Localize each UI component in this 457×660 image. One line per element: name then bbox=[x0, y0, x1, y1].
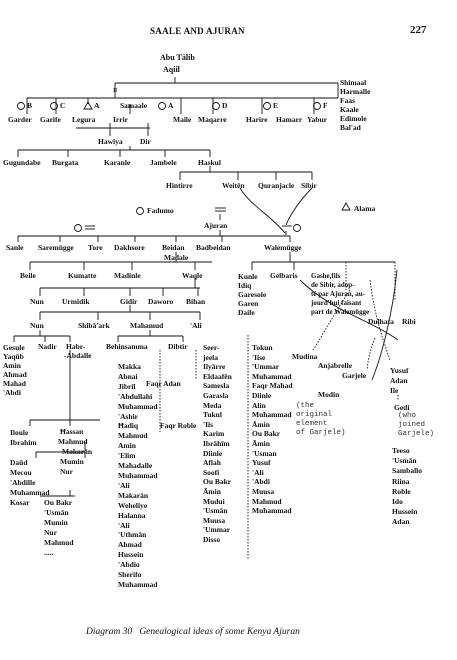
node-urmidik: Urmidik bbox=[62, 297, 90, 306]
node-edimole: Edimole bbox=[340, 114, 367, 123]
node-ali: 'Ali bbox=[190, 321, 202, 330]
node-karanle: Karanle bbox=[104, 158, 131, 167]
node-hintirre: Hintirre bbox=[166, 181, 193, 190]
yusuf-column bbox=[390, 366, 409, 396]
node-jibril: Jibril bbox=[118, 381, 136, 391]
node-meda: Meda bbox=[203, 400, 222, 410]
iloule-column bbox=[10, 428, 37, 448]
node-ou-bakr-1: Ou Bakr bbox=[252, 429, 281, 439]
node-garjele: Garjele bbox=[342, 371, 367, 380]
gashe-note-line-3: té par Ajuran, au- bbox=[311, 290, 365, 298]
ou-bakr-column bbox=[44, 498, 74, 558]
node-gugundabe: Gugundabe bbox=[3, 158, 41, 167]
node-samaale: Samaale bbox=[120, 101, 148, 110]
tokun-column bbox=[252, 343, 293, 516]
node-ou-bakr: Ou Bakr bbox=[203, 477, 232, 487]
node-mudina: Mudina bbox=[292, 352, 318, 361]
node-idiq: Idiq bbox=[238, 281, 252, 290]
typed-note-original bbox=[296, 402, 346, 438]
node-jeela: jeela bbox=[203, 352, 218, 362]
node-dibtir: Dibtir bbox=[168, 342, 188, 351]
typed-note-b-3: Garjele) bbox=[398, 430, 435, 438]
node-kunle: Kunle bbox=[238, 272, 258, 281]
node-seer: Seer- bbox=[203, 343, 220, 352]
symbol-label-c: C bbox=[60, 101, 66, 110]
symbol-label-f: F bbox=[323, 101, 328, 110]
node-amin-2: Āmin bbox=[203, 486, 221, 496]
node-amin-1: Amin bbox=[118, 441, 136, 451]
node-ido: Ido bbox=[392, 497, 403, 507]
node-ali-1: 'Ali bbox=[118, 480, 130, 490]
node-nun-b: Nun bbox=[30, 321, 44, 330]
node-maile: Maile bbox=[173, 115, 192, 124]
node-faas: Faas bbox=[340, 96, 355, 105]
node-hussein-2: Hussein bbox=[392, 507, 418, 517]
symbol-label-samaale-a: A bbox=[168, 101, 174, 110]
symbol-circle-e bbox=[264, 103, 271, 110]
typed-note-a-1: (the bbox=[296, 402, 315, 410]
node-mecou: Mecou bbox=[10, 468, 32, 477]
node-iise: 'Iise bbox=[252, 352, 266, 362]
node-gelbaris: Gelbaris bbox=[270, 271, 298, 280]
node-mahmud-3: Maħmud bbox=[44, 538, 74, 547]
node-yusuf-1: Yusuf bbox=[252, 458, 271, 468]
teeso-column bbox=[392, 446, 422, 528]
node-mahmud-2: Maħmud bbox=[252, 496, 282, 506]
node-burgata: Burgata bbox=[52, 158, 79, 167]
node-muusa-1: Muusa bbox=[252, 486, 275, 496]
node-muhammad-5: Muħammad bbox=[252, 410, 292, 420]
node-gedi: Gedi bbox=[394, 403, 410, 412]
node-adan: Adan bbox=[390, 376, 408, 385]
node-maqarre: Maqarre bbox=[198, 115, 227, 124]
node-karim: Karim bbox=[203, 429, 225, 439]
node-muhammad-1: Muħammad bbox=[118, 401, 158, 411]
node-fadumo: Fadumo bbox=[147, 206, 174, 215]
node-muusa: Muusa bbox=[203, 515, 226, 525]
node-samesla: Samesla bbox=[203, 381, 230, 391]
node-elim: 'Elim bbox=[118, 451, 136, 461]
symbol-label-e: E bbox=[273, 101, 279, 110]
typed-note-joined bbox=[398, 412, 434, 439]
node-uthman: 'Uthmān bbox=[118, 530, 147, 540]
node-ali-3: 'Ali bbox=[252, 467, 264, 477]
node-mahamud: Maħamud bbox=[130, 321, 164, 330]
node-ou-bakr-2: Ou Bakr bbox=[44, 498, 73, 507]
node-alin: Alin bbox=[252, 400, 266, 410]
page-number: 227 bbox=[410, 24, 427, 36]
node-saremugge: Saremūgge bbox=[38, 243, 74, 252]
symbol-triangle-alama bbox=[342, 203, 350, 210]
node-ilyarre: Ilyārre bbox=[203, 362, 226, 372]
caption-text: Genealogical ideas of some Kenya Ajuran bbox=[139, 627, 300, 637]
node-kaale: Kaale bbox=[340, 105, 359, 114]
node-abdi-1: 'Abdi bbox=[252, 477, 270, 487]
node-dulhata: Dulhata bbox=[368, 317, 394, 326]
typed-note-a-3: element bbox=[296, 420, 328, 428]
node-yabur: Yabur bbox=[307, 115, 328, 124]
node-ali-2: 'Ali bbox=[118, 520, 130, 530]
node-ummar: 'Ummar bbox=[203, 525, 231, 535]
gashe-note bbox=[311, 272, 369, 317]
node-badbeidan: Badbeidan bbox=[196, 243, 231, 252]
node-makaran-1: Makarān bbox=[118, 490, 148, 500]
node-harire: Harire bbox=[246, 115, 268, 124]
node-nur-1: Nur bbox=[44, 528, 57, 537]
node-ummar-1: 'Ummar bbox=[252, 362, 280, 372]
node-daile: Daile bbox=[238, 308, 255, 317]
node-madale: Madale bbox=[164, 253, 189, 262]
node-ahmad: Aħmad bbox=[3, 370, 27, 379]
node-faqr-mahad: Faqr Maħad bbox=[252, 381, 293, 391]
node-mahadalle: Maħadalle bbox=[118, 461, 153, 471]
kunle-column bbox=[238, 272, 266, 317]
page-header-title: SAALE AND AJURAN bbox=[150, 26, 245, 36]
makka-column bbox=[118, 362, 158, 590]
node-yusuf: Yusuf bbox=[390, 366, 409, 375]
node-shimaal: Shimaal bbox=[340, 78, 367, 87]
typed-note-b-2: joined bbox=[398, 421, 426, 429]
node-garder: Garder bbox=[8, 115, 32, 124]
node-irrir: Irrir bbox=[113, 115, 128, 124]
node-mahmud-m: Maħmud bbox=[58, 437, 88, 446]
node-dir: Dir bbox=[140, 137, 151, 146]
node-tokun: Tokun bbox=[252, 343, 273, 352]
node-shibaark: Shibā'ark bbox=[78, 321, 110, 330]
node-beile: Beile bbox=[20, 271, 36, 280]
node-samballo: Samballo bbox=[392, 466, 423, 476]
typed-note-b-1: (who bbox=[398, 412, 417, 420]
node-kumatte: Kumatte bbox=[68, 271, 97, 280]
node-ibrahim-1: Ibrahim bbox=[10, 438, 37, 447]
seer-column bbox=[203, 343, 232, 544]
node-muhammad-6: Muħammad bbox=[252, 506, 292, 516]
node-sanle: Sanle bbox=[6, 243, 24, 252]
node-harmalle: Harmalle bbox=[340, 87, 371, 96]
ellipsis: ..... bbox=[44, 548, 54, 557]
node-roble: Roble bbox=[392, 486, 411, 496]
node-ashir: 'Ashir bbox=[118, 411, 139, 421]
node-hamarr: Hamarr bbox=[276, 115, 303, 124]
node-behinsamma: Behinsamma bbox=[106, 342, 148, 351]
node-ajuran: Ajuran bbox=[204, 221, 228, 230]
node-makaran: Makarān bbox=[62, 447, 92, 456]
node-modin: Modin bbox=[318, 390, 340, 399]
node-disso: Disso bbox=[203, 534, 221, 544]
node-alama: Alama bbox=[354, 204, 376, 213]
node-weheliye: Weheliye bbox=[118, 500, 148, 510]
symbol-circle-left bbox=[75, 225, 82, 232]
node-abdalle: -Abdalle bbox=[64, 351, 92, 360]
symbol-circle-samaale bbox=[159, 103, 166, 110]
node-gidir: Gidir bbox=[120, 297, 138, 306]
node-walemugge: Walemūgge bbox=[264, 243, 302, 252]
node-ahmad-1: Aħmad bbox=[118, 540, 142, 550]
node-mudui: Mudui bbox=[203, 496, 225, 506]
node-quranjacle: Quranjacle bbox=[258, 181, 295, 190]
node-hussein-1: Hussein bbox=[118, 550, 144, 560]
node-garen: Garen bbox=[238, 299, 259, 308]
node-mumin: Mumin bbox=[60, 457, 84, 466]
node-abnai: Abnai bbox=[118, 371, 138, 381]
node-iloule: Iloule bbox=[10, 428, 29, 437]
node-habr: Habr- bbox=[66, 342, 86, 351]
diagram-caption bbox=[86, 628, 300, 638]
node-ibrahim: Ibrāhīm bbox=[203, 438, 230, 448]
node-mahad: Maħad bbox=[3, 379, 26, 388]
node-amin-3: Āmin bbox=[252, 419, 270, 429]
node-tore: Tore bbox=[88, 243, 103, 252]
symbol-label-b: B bbox=[27, 101, 33, 110]
node-garasla: Garasla bbox=[203, 390, 229, 400]
node-aqiil: Aqiil bbox=[163, 65, 180, 74]
node-amin: Amin bbox=[3, 361, 21, 370]
node-faqr-roble: Faqr Roble bbox=[160, 421, 197, 430]
node-usman-3: 'Usmān bbox=[44, 508, 69, 517]
node-ribi: Ribi bbox=[402, 317, 416, 326]
node-gesule: Gesule bbox=[3, 343, 25, 352]
node-nur: Nur bbox=[60, 467, 73, 476]
node-aflah: Aflah bbox=[203, 458, 221, 468]
node-beidan: Beidan bbox=[162, 243, 185, 252]
caption-label: Diagram 30 bbox=[86, 627, 133, 637]
node-weiten: Weitēn bbox=[222, 181, 245, 190]
node-anjabrelle: Anjabrelle bbox=[318, 361, 353, 370]
gashe-note-line-2: de Sibir, adop- bbox=[311, 281, 355, 289]
node-yaqub: Yaqūb bbox=[3, 352, 24, 361]
node-abdille: 'Abdille bbox=[10, 478, 36, 487]
node-usman: 'Usmān bbox=[203, 506, 228, 516]
node-abdi: 'Abdi bbox=[3, 388, 21, 397]
gesule-column bbox=[3, 343, 27, 397]
typed-note-a-4: of Garjele) bbox=[296, 429, 346, 437]
node-mahmud-1: Maħmud bbox=[118, 431, 148, 441]
node-garesole: Garesole bbox=[238, 290, 267, 299]
node-diinle-1: Diinle bbox=[252, 390, 272, 400]
node-adan-2: Adan bbox=[392, 517, 410, 527]
node-makka: Makka bbox=[118, 362, 141, 371]
node-muhammad-3: Muħammad bbox=[118, 579, 158, 589]
node-legura: Legura bbox=[72, 115, 96, 124]
node-dakhsore: Dakhsore bbox=[114, 243, 145, 252]
symbol-label-a: A bbox=[94, 101, 100, 110]
roman-numeral: II bbox=[113, 87, 118, 94]
node-abdio: 'Abdio bbox=[118, 560, 140, 570]
node-halanna: Halanna bbox=[118, 510, 146, 520]
node-daud: Daūd bbox=[10, 458, 28, 467]
node-haskul: Haskul bbox=[198, 158, 221, 167]
typed-note-a-2: original bbox=[296, 411, 333, 419]
node-muhammad-7: Muħammad bbox=[10, 488, 50, 497]
node-eldaafen: Eldaafēn bbox=[203, 371, 232, 381]
node-garife: Garife bbox=[40, 115, 61, 124]
node-daworo: Daworo bbox=[148, 297, 174, 306]
node-muhammad-4: Muħammad bbox=[252, 371, 292, 381]
node-ile: Ile bbox=[390, 386, 399, 395]
node-waqle: Waqle bbox=[182, 271, 203, 280]
symbol-label-d: D bbox=[222, 101, 228, 110]
node-abu-talib: Abu Tālib bbox=[160, 53, 195, 62]
node-balad: Bal'ad bbox=[340, 123, 361, 132]
shimaal-list bbox=[340, 78, 370, 132]
node-teeso: Teeso bbox=[392, 446, 410, 455]
node-faqr-adan: Faqr Adan bbox=[146, 379, 181, 388]
node-soofi: Soofi bbox=[203, 467, 220, 477]
symbol-circle-f bbox=[314, 103, 321, 110]
node-hawiya: Hawiya bbox=[98, 137, 123, 146]
node-jambele: Jambele bbox=[150, 158, 177, 167]
node-bihan: Bihan bbox=[186, 297, 206, 306]
gashe-note-line-4: jourd'hui faisant bbox=[311, 299, 362, 307]
node-nun-a: Nun bbox=[30, 297, 44, 306]
node-usman-2: 'Usmān bbox=[392, 456, 417, 466]
node-amin-4: Āmin bbox=[252, 438, 270, 448]
gashe-note-line-5: part de Walemūgge bbox=[311, 308, 370, 316]
node-hadiq: Ħadiq bbox=[118, 421, 139, 431]
node-sherifo: Sherifo bbox=[118, 570, 142, 580]
node-hassan: Ħassan bbox=[60, 427, 84, 436]
node-sibir: Sibir bbox=[301, 181, 317, 190]
node-madinle: Madinle bbox=[114, 271, 141, 280]
node-usman-1: 'Usman bbox=[252, 448, 277, 458]
symbol-circle-fadumo bbox=[137, 208, 144, 215]
node-tukul: Tukul bbox=[203, 410, 222, 420]
node-nadir: Nadir bbox=[38, 342, 57, 351]
symbol-circle-right bbox=[294, 225, 301, 232]
node-mumin-1: Mumin bbox=[44, 518, 68, 527]
gashe-note-line-1: Gashe,fils bbox=[311, 272, 341, 280]
node-abdullahi: 'Abdullahi bbox=[118, 391, 153, 401]
node-kosar: Kosar bbox=[10, 498, 30, 507]
node-diinle: Diinle bbox=[203, 448, 223, 458]
node-muhammad-2: Muħammad bbox=[118, 470, 158, 480]
node-iis: 'Iis bbox=[203, 419, 214, 429]
symbol-circle-b bbox=[18, 103, 25, 110]
symbol-circle-d bbox=[213, 103, 220, 110]
node-riina: Riina bbox=[392, 476, 410, 486]
